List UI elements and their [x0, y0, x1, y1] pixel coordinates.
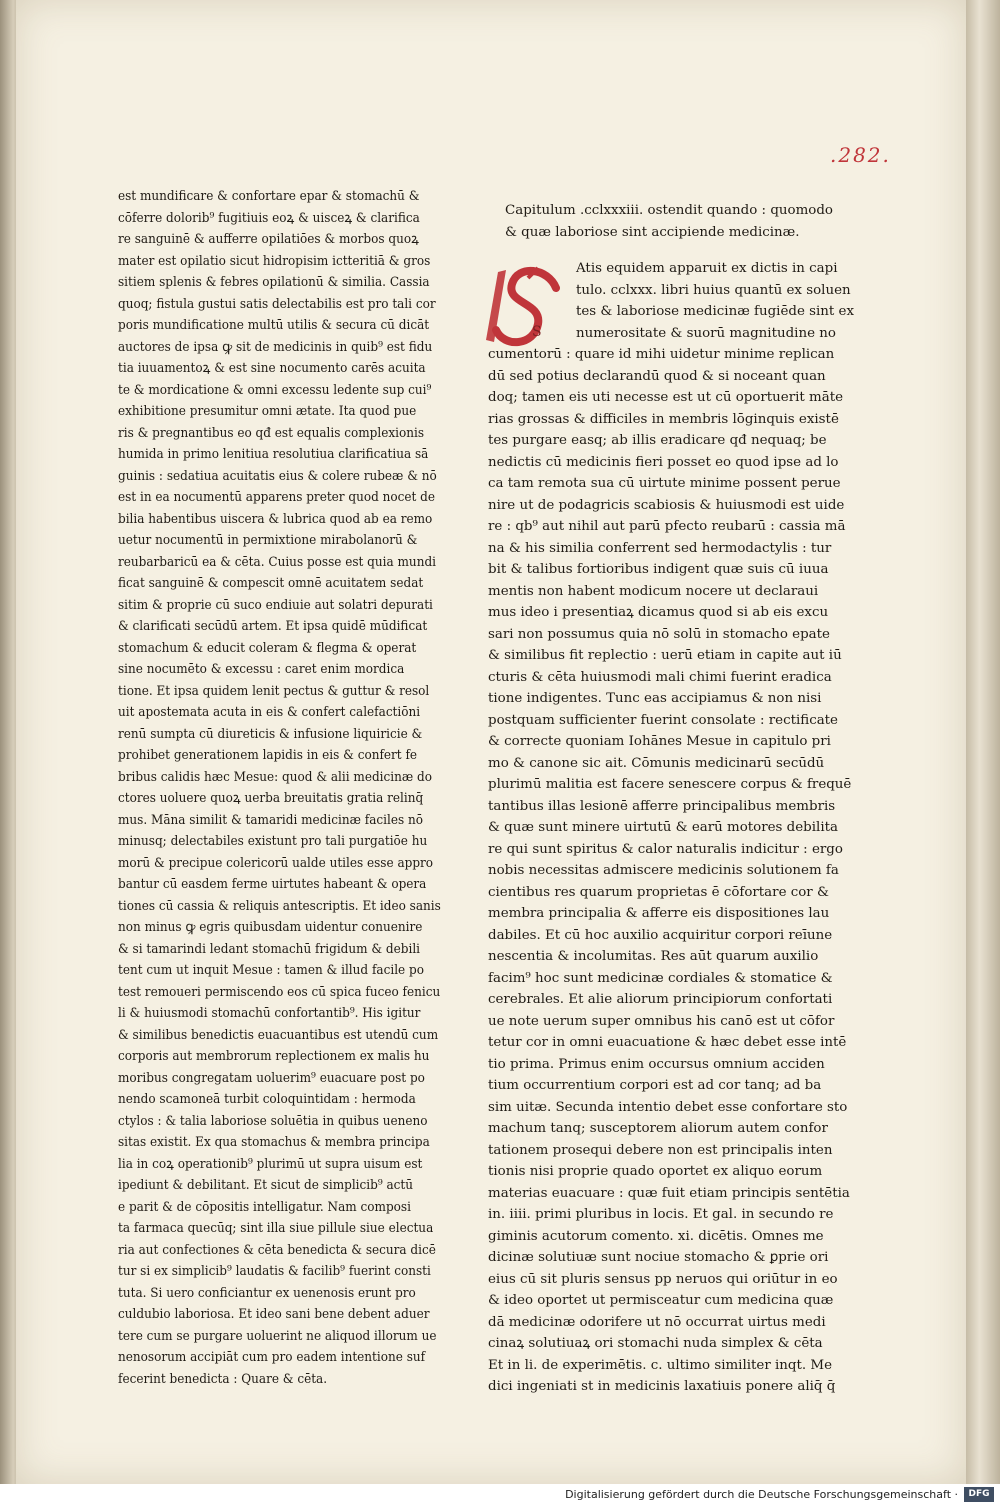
text-line: materias euacuare : quæ fuit etiam principis sentētia	[488, 1185, 850, 1201]
text-line: stomachum & educit coleram & flegma & operat	[118, 640, 417, 656]
text-line: te & mordicatione & omni excessu ledente sup cui⁹	[118, 382, 432, 398]
text-line: li & huiusmodi stomachū confortantib⁹. His igitur	[118, 1006, 421, 1021]
text-line: e parit & de cōpositis intelligatur. Nam composi	[118, 1199, 411, 1215]
text-line: ctores uoluere quoꝝ uerba breuitatis gratia relinq̄	[118, 791, 424, 806]
text-line: bantur cū easdem ferme uirtutes habeant & opera	[118, 877, 427, 892]
text-line: sim uitæ. Secunda intentio debet esse confortare sto	[488, 1099, 848, 1115]
text-line: mus. Māna similit & tamaridi medicinæ faciles nō	[118, 812, 423, 828]
text-line: dā medicinæ odorifere ut nō occurrat uirtus medi	[488, 1314, 826, 1330]
text-line: corporis aut membrorum replectionem ex malis hu	[118, 1049, 430, 1064]
text-line: tantibus illas lesionē afferre principalibus membris	[488, 798, 836, 814]
text-line: & clarificati secūdū artem. Et ipsa quidē mūdificat	[118, 619, 428, 634]
text-line: tationem prosequi debere non est principalis inten	[488, 1142, 833, 1158]
text-line: ria aut confectiones & cēta benedicta & secura dicē	[118, 1242, 436, 1258]
text-line: mater est opilatio sicut hidropisim ictteritiā & gros	[118, 253, 431, 269]
text-line: postquam sufficienter fuerint consolate : rectificate	[488, 712, 838, 728]
text-line: giminis acutorum comento. xi. dicētis. Omnes me	[488, 1228, 824, 1244]
text-line: dabiles. Et cū hoc auxilio acquiritur corpori reīune	[488, 927, 833, 943]
text-line: est mundificare & confortare epar & stomachū &	[118, 189, 420, 204]
text-line: cientibus res quarum proprietas ē cōfortare cor &	[488, 884, 829, 900]
text-line: tione indigentes. Tunc eas accipiamus & non nisi	[488, 691, 822, 706]
text-line: mus ideo i presentiaꝝ dicamus quod si ab eis excu	[488, 605, 829, 620]
text-line: fecerint benedicta : Quare & cēta.	[118, 1371, 328, 1387]
text-line: tetur cor in omni euacuatione & hæc debet esse intē	[488, 1035, 847, 1050]
text-line: cōferre dolorib⁹ fugitiuis eoꝝ & uisceꝝ & clarifica	[118, 210, 420, 226]
text-line: facim⁹ hoc sunt medicinæ cordiales & stomatice &	[488, 970, 833, 986]
text-line: renū sumpta cū diureticis & infusione liquiricie &	[118, 726, 423, 742]
text-line: ipediunt & debilitant. Et sicut de simplicib⁹ actū	[118, 1178, 414, 1193]
text-line: ctylos : & talia laboriose soluētia in quibus ueneno	[118, 1113, 428, 1129]
text-line: plurimū malitia est facere senescere corpus & frequē	[488, 777, 852, 792]
text-line: bilia habentibus uiscera & lubrica quod ab ea remo	[118, 511, 433, 527]
text-line: tio prima. Primus enim occursus omnium acciden	[488, 1056, 825, 1072]
text-line: sitas existit. Ex qua stomachus & membra principa	[118, 1135, 430, 1150]
text-line: auctores de ipsa ꝙ sit de medicinis in quib⁹ est fidu	[118, 339, 433, 355]
folio-number: .282.	[830, 143, 891, 167]
chapter-heading	[505, 200, 833, 243]
text-line: & similibus fit replectio : uerū etiam in capite aut iū	[488, 648, 842, 663]
text-line: nire ut de podagricis scabiosis & huiusmodi est uide	[488, 497, 845, 513]
text-line: eius cū sit pluris sensus pp neruos qui oriūtur in eo	[488, 1271, 838, 1287]
text-line: re : qb⁹ aut nihil aut parū pfecto reubarū : cassia mā	[488, 519, 846, 534]
text-line: sine nocumēto & excessu : caret enim mordica	[118, 662, 405, 677]
text-line: mo & canone sic ait. Cōmunis medicinarū secūdū	[488, 755, 825, 771]
text-line: re sanguinē & aufferre opilatiōes & morbos quoꝝ	[118, 232, 419, 247]
text-line: bit & talibus fortioribus indigent quæ suis cū iuua	[488, 562, 829, 577]
text-line: dici ingeniati st in medicinis laxatiuis ponere aliq̄ q̄	[488, 1379, 836, 1394]
text-line: tia iuuamentoꝝ & est sine nocumento carēs acuita	[118, 361, 426, 376]
text-line: rias grossas & difficiles in membris lōginquis existē	[488, 411, 839, 427]
text-line: tulo. cclxxx. libri huius quantū ex soluen	[576, 282, 851, 298]
text-line: non minus ꝙ egris quibusdam uidentur conuenire	[118, 920, 423, 935]
text-line: tes purgare easq; ab illis eradicare qđ nequaq; be	[488, 433, 827, 448]
text-line: tiones cū cassia & reliquis antescriptis. Et ideo sanis	[118, 898, 441, 914]
text-line: guinis : sedatiua acuitatis eius & colere rubeæ & nō	[118, 468, 437, 484]
text-line: doq; tamen eis uti necesse est ut cū oportuerit māte	[488, 390, 844, 405]
text-line: re qui sunt spiritus & calor naturalis indicitur : ergo	[488, 841, 843, 857]
text-line: sitim & proprie cū suco endiuie aut solatri depurati	[118, 597, 433, 613]
text-line: test remoueri permiscendo eos cū spica fuceo fenicu	[118, 984, 441, 1000]
text-line: cumentorū : quare id mihi uidetur minime replican	[488, 347, 835, 362]
text-line: uit apostemata acuta in eis & confert calefactiōni	[118, 705, 421, 720]
text-line: tionis nisi proprie quado oportet ex aliquo eorum	[488, 1164, 823, 1179]
text-line: na & his similia conferrent sed hermodactylis : tur	[488, 540, 832, 556]
text-line: & si tamarindi ledant stomachū frigidum & debili	[118, 941, 421, 957]
text-line: in. iiii. primi pluribus in locis. Et gal. in secundo re	[488, 1207, 834, 1222]
text-line: humida in primo lenitiua resolutiua clarificatiua sā	[118, 447, 429, 462]
text-line: ficat sanguinē & compescit omnē acuitatem sedat	[118, 576, 424, 591]
text-line: machum tanq; susceptorem aliorum autem confor	[488, 1121, 828, 1136]
text-line: mentis non habent modicum nocere ut declaraui	[488, 583, 819, 599]
text-line: ue note uerum super omnibus his canō est ut cōfor	[488, 1013, 835, 1029]
right-text-column	[488, 258, 855, 1398]
text-line: exhibitione presumitur omni ætate. Ita quod pue	[118, 404, 417, 419]
text-line: Atis equidem apparuit ex dictis in capi	[576, 261, 838, 276]
text-line: sitiem splenis & febres opilationū & similia. Cassia	[118, 275, 430, 290]
text-line: tent cum ut inquit Mesue : tamen & illud facile po	[118, 963, 424, 978]
text-line: morū & precipue colericorū ualde utiles esse appro	[118, 855, 434, 871]
text-line: Capitulum .cclxxxiii. ostendit quando : quomodo	[505, 203, 833, 218]
text-line: membra principalia & afferre eis dispositiones lau	[488, 906, 830, 921]
text-line: tur si ex simplicib⁹ laudatis & facilib⁹ fuerint consti	[118, 1264, 431, 1279]
text-line: ca tam remota sua cū uirtute minime possent perue	[488, 476, 841, 491]
text-line: tium occurrentium corpori est ad cor tanq; ad ba	[488, 1078, 822, 1093]
text-line: minusq; delectabiles existunt pro tali purgatiōe hu	[118, 834, 428, 849]
text-line: tione. Et ipsa quidem lenit pectus & guttur & resol	[118, 683, 430, 699]
text-line: tere cum se purgare uoluerint ne aliquod illorum ue	[118, 1328, 437, 1344]
text-line: nobis necessitas admiscere medicinis solutionem fa	[488, 863, 839, 878]
text-line: lia in coꝝ operationib⁹ plurimū ut supra uisum est	[118, 1156, 423, 1172]
funding-notice: Digitalisierung gefördert durch die Deutsche Forschungsgemeinschaft ·	[565, 1488, 958, 1501]
text-line: prohibet generationem lapidis in eis & confert fe	[118, 748, 418, 763]
text-line: & ideo oportet ut permisceatur cum medicina quæ	[488, 1293, 834, 1308]
text-line: sari non possumus quia nō solū in stomacho epate	[488, 626, 830, 642]
text-line: cturis & cēta huiusmodi mali chimi fuerint eradica	[488, 669, 832, 685]
text-line: cinaꝝ solutiuaꝝ ori stomachi nuda simplex & cēta	[488, 1336, 823, 1351]
text-line: dū sed potius declarandū quod & si noceant quan	[488, 368, 826, 384]
page-stack-edge	[966, 0, 1000, 1484]
text-line: & quæ laboriose sint accipiende medicinæ.	[505, 224, 800, 240]
text-line: dicinæ solutiuæ sunt nociue stomacho & ꝑprie ori	[488, 1250, 829, 1265]
text-line: tes & laboriose medicinæ fugiēde sint ex	[576, 304, 855, 319]
text-line: ta farmaca quecūq; sint illa siue pillule siue electua	[118, 1221, 434, 1236]
text-line: reubarbaricū ea & cēta. Cuius posse est quia mundi	[118, 554, 437, 570]
dfg-logo: DFG	[964, 1487, 994, 1502]
text-line: & correcte quoniam Iohānes Mesue in capitulo pri	[488, 734, 831, 749]
text-line: quoq; fistula gustui satis delectabilis est pro tali cor	[118, 296, 436, 312]
text-line: culdubio laboriosa. Et ideo sani bene debent aduer	[118, 1307, 430, 1322]
text-line: nescentia & incolumitas. Res aūt quarum auxilio	[488, 949, 819, 964]
text-line: nedictis cū medicinis fieri posset eo quod ipse ad lo	[488, 454, 839, 470]
text-line: est in ea nocumentū apparens preter quod nocet de	[118, 490, 436, 505]
text-line: tuta. Si uero conficiantur ex uenenosis erunt pro	[118, 1285, 416, 1301]
text-line: numerositate & suorū magnitudine no	[576, 325, 836, 341]
text-line: moribus congregatam uoluerim⁹ euacuare post po	[118, 1070, 425, 1086]
initial-letter: S	[532, 324, 542, 340]
text-line: & similibus benedictis euacuantibus est utendū cum	[118, 1027, 439, 1043]
left-text-column	[118, 186, 448, 1390]
text-line: bribus calidis hæc Mesue: quod & alii medicinæ do	[118, 769, 432, 785]
text-line: Et in li. de experimētis. c. ultimo similiter inqt. Me	[488, 1357, 833, 1373]
text-line: cerebrales. Et alie aliorum principiorum confortati	[488, 992, 833, 1007]
text-line: & quæ sunt minere uirtutū & earū motores debilita	[488, 820, 838, 835]
text-line: poris mundificatione multū utilis & secura cū dicāt	[118, 318, 430, 333]
text-line: nendo scamoneā turbit coloquintidam : hermoda	[118, 1092, 416, 1107]
text-line: ris & pregnantibus eo qđ est equalis complexionis	[118, 425, 425, 441]
text-line: nenosorum accipiāt cum pro eadem intentione suf	[118, 1350, 426, 1365]
text-line: uetur nocumentū in permixtione mirabolanorū &	[118, 533, 418, 548]
